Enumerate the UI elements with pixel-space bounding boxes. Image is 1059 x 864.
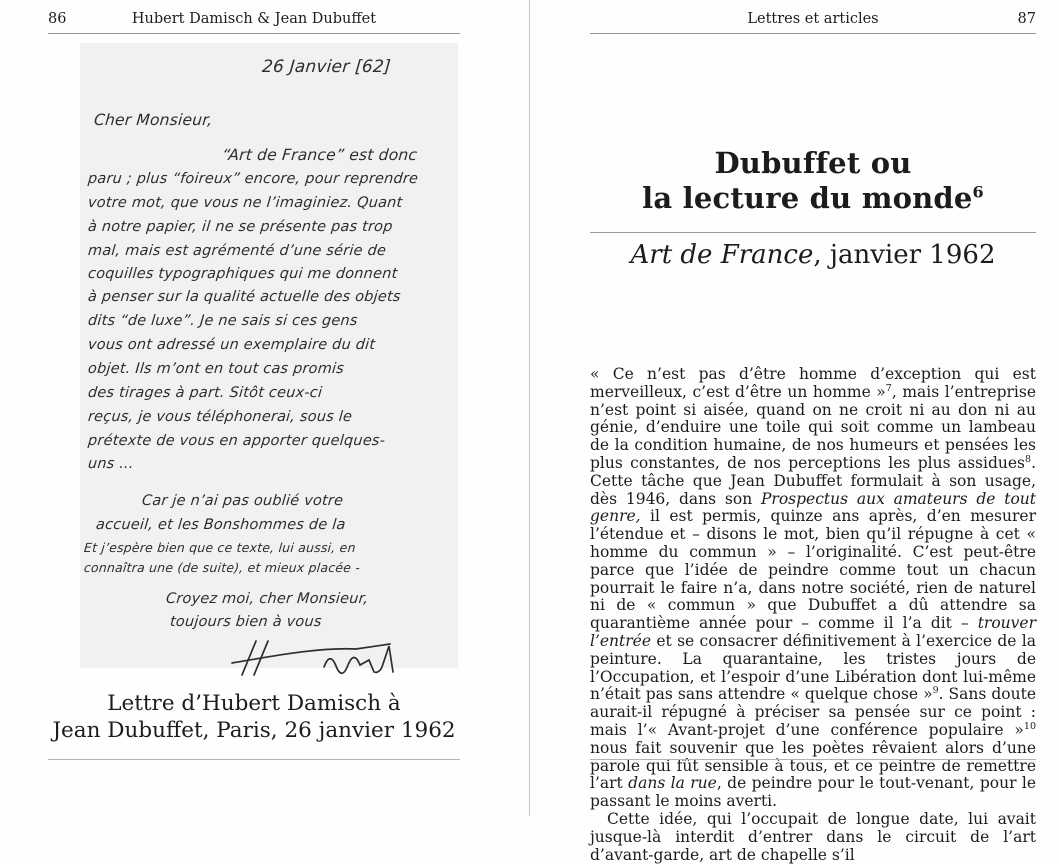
title-footnote-ref: 6 bbox=[972, 182, 984, 202]
left-footer-rule bbox=[48, 759, 460, 760]
article-title bbox=[590, 146, 1036, 216]
paragraph: Cette idée, qui l’occupait de longue date, lui avait jusque-là interdit d’entrer dans le circuit de l’art d’avant-garde, art de chapelle s’il bbox=[590, 809, 1036, 864]
page-gutter-divider bbox=[529, 0, 530, 816]
article-body bbox=[590, 366, 1036, 864]
article-title-line-1: Dubuffet ou bbox=[714, 146, 912, 180]
handwriting-line: Cher Monsieur, bbox=[93, 111, 214, 129]
caption-line-1: Lettre d’Hubert Damisch à bbox=[107, 691, 401, 716]
letter-caption bbox=[48, 690, 460, 744]
left-header-rule bbox=[48, 33, 460, 34]
handwriting-line: Croyez moi, cher Monsieur, bbox=[165, 591, 369, 607]
handwriting-line: à notre papier, il ne se présente pas trop bbox=[87, 219, 394, 235]
handwriting-line: connaîtra une (de suite), et mieux placée - bbox=[83, 560, 361, 575]
signature bbox=[228, 635, 403, 683]
page-number-left: 86 bbox=[48, 11, 67, 27]
running-title-left: Hubert Damisch & Jean Dubuffet bbox=[131, 11, 377, 27]
subtitle-date: , janvier 1962 bbox=[813, 240, 996, 270]
right-page bbox=[590, 0, 1037, 864]
right-header-rule bbox=[590, 33, 1036, 34]
handwriting-line: mal, mais est agrémenté d’une série de bbox=[87, 243, 387, 259]
handwriting-line: 26 Janvier [62] bbox=[261, 57, 392, 77]
handwriting-line: dits “de luxe”. Je ne sais si ces gens bbox=[87, 313, 359, 329]
handwriting-line: uns ... bbox=[87, 456, 135, 472]
handwriting-line: votre mot, que vous ne l’imaginiez. Quant bbox=[87, 195, 404, 211]
handwriting-line: Et j’espère bien que ce texte, lui aussi, en bbox=[83, 540, 357, 555]
caption-line-2: Jean Dubuffet, Paris, 26 janvier 1962 bbox=[52, 718, 456, 743]
handwriting-line: à penser sur la qualité actuelle des objets bbox=[87, 289, 402, 305]
right-footer-rule bbox=[590, 759, 1036, 760]
article-subtitle bbox=[590, 239, 1036, 271]
page-number-right: 87 bbox=[1017, 11, 1036, 27]
handwriting-line: Car je n’ai pas oublié votre bbox=[141, 493, 344, 509]
article-title-line-2: la lecture du monde bbox=[642, 181, 973, 215]
handwriting-line: “Art de France” est donc bbox=[221, 146, 418, 164]
handwriting-line: vous ont adressé un exemplaire du dit bbox=[87, 337, 376, 353]
handwriting-line: prétexte de vous en apporter quelques- bbox=[87, 433, 386, 449]
handwriting-line: reçus, je vous téléphonerai, sous le bbox=[87, 409, 353, 425]
handwriting-line: objet. Ils m’ont en tout cas promis bbox=[87, 361, 345, 377]
title-rule bbox=[590, 232, 1036, 233]
handwriting-line: toujours bien à vous bbox=[169, 614, 323, 630]
running-title-right: Lettres et articles bbox=[747, 11, 879, 27]
handwriting-line: coquilles typographiques qui me donnent bbox=[87, 266, 399, 282]
left-running-head bbox=[48, 11, 460, 31]
handwriting-line: des tirages à part. Sitôt ceux-ci bbox=[87, 385, 323, 401]
paragraph: « Ce n’est pas d’être homme d’exception qui est merveilleux, c’est d’être un homme »$^7$, mais l’entreprise n’est point si aisée, quand on ne croit ni au don ni au génie, d’enduire une toile qui soit comme un lambeau de la condition humaine, de nos humeurs et pensées les plus constantes, de nos perceptions les plus assidues$^8$. Cette tâche que Jean Dubuffet formulait à son usage, dès 1946, dans son Prospectus aux amateurs de tout genre, il est permis, quinze ans après, d’en mesurer l’étendue et – disons le mot, bien qu’il répugne à cet « homme du commun » – l’originalité. C’est peut-être parce que l’idée de peindre comme tout un chacun pourrait le faire n’a, dans notre société, rien de naturel ni de « commun » que Dubuffet a dû attendre sa quarantième année pour – comme il l’a dit – trouver l’entrée et se consacrer définitivement à l’exercice de la peinture. La quarantaine, les tristes jours de l’Occupation, et l’espoir d’une Libération dont lui-même n’était pas sans attendre « quelque chose »$^9$. Sans doute aurait-il répugné à préciser sa pensée sur ce point : mais l’« Avant-projet d’une conférence populaire »$^{10}$ nous fait souvenir que les poètes rêvaient alors d’une parole qui fût sensible à tous, et ce peintre de remettre l’art dans la rue, de peindre pour le tout-venant, pour le passant le moins averti. bbox=[590, 365, 1037, 811]
left-page bbox=[48, 0, 460, 816]
right-running-head bbox=[590, 11, 1036, 31]
handwriting-line: accueil, et les Bonshommes de la bbox=[95, 517, 347, 533]
letter-scan-image bbox=[80, 43, 458, 668]
handwriting-line: paru ; plus “foireux” encore, pour reprendre bbox=[87, 171, 419, 187]
subtitle-journal-name: Art de France bbox=[630, 240, 814, 270]
